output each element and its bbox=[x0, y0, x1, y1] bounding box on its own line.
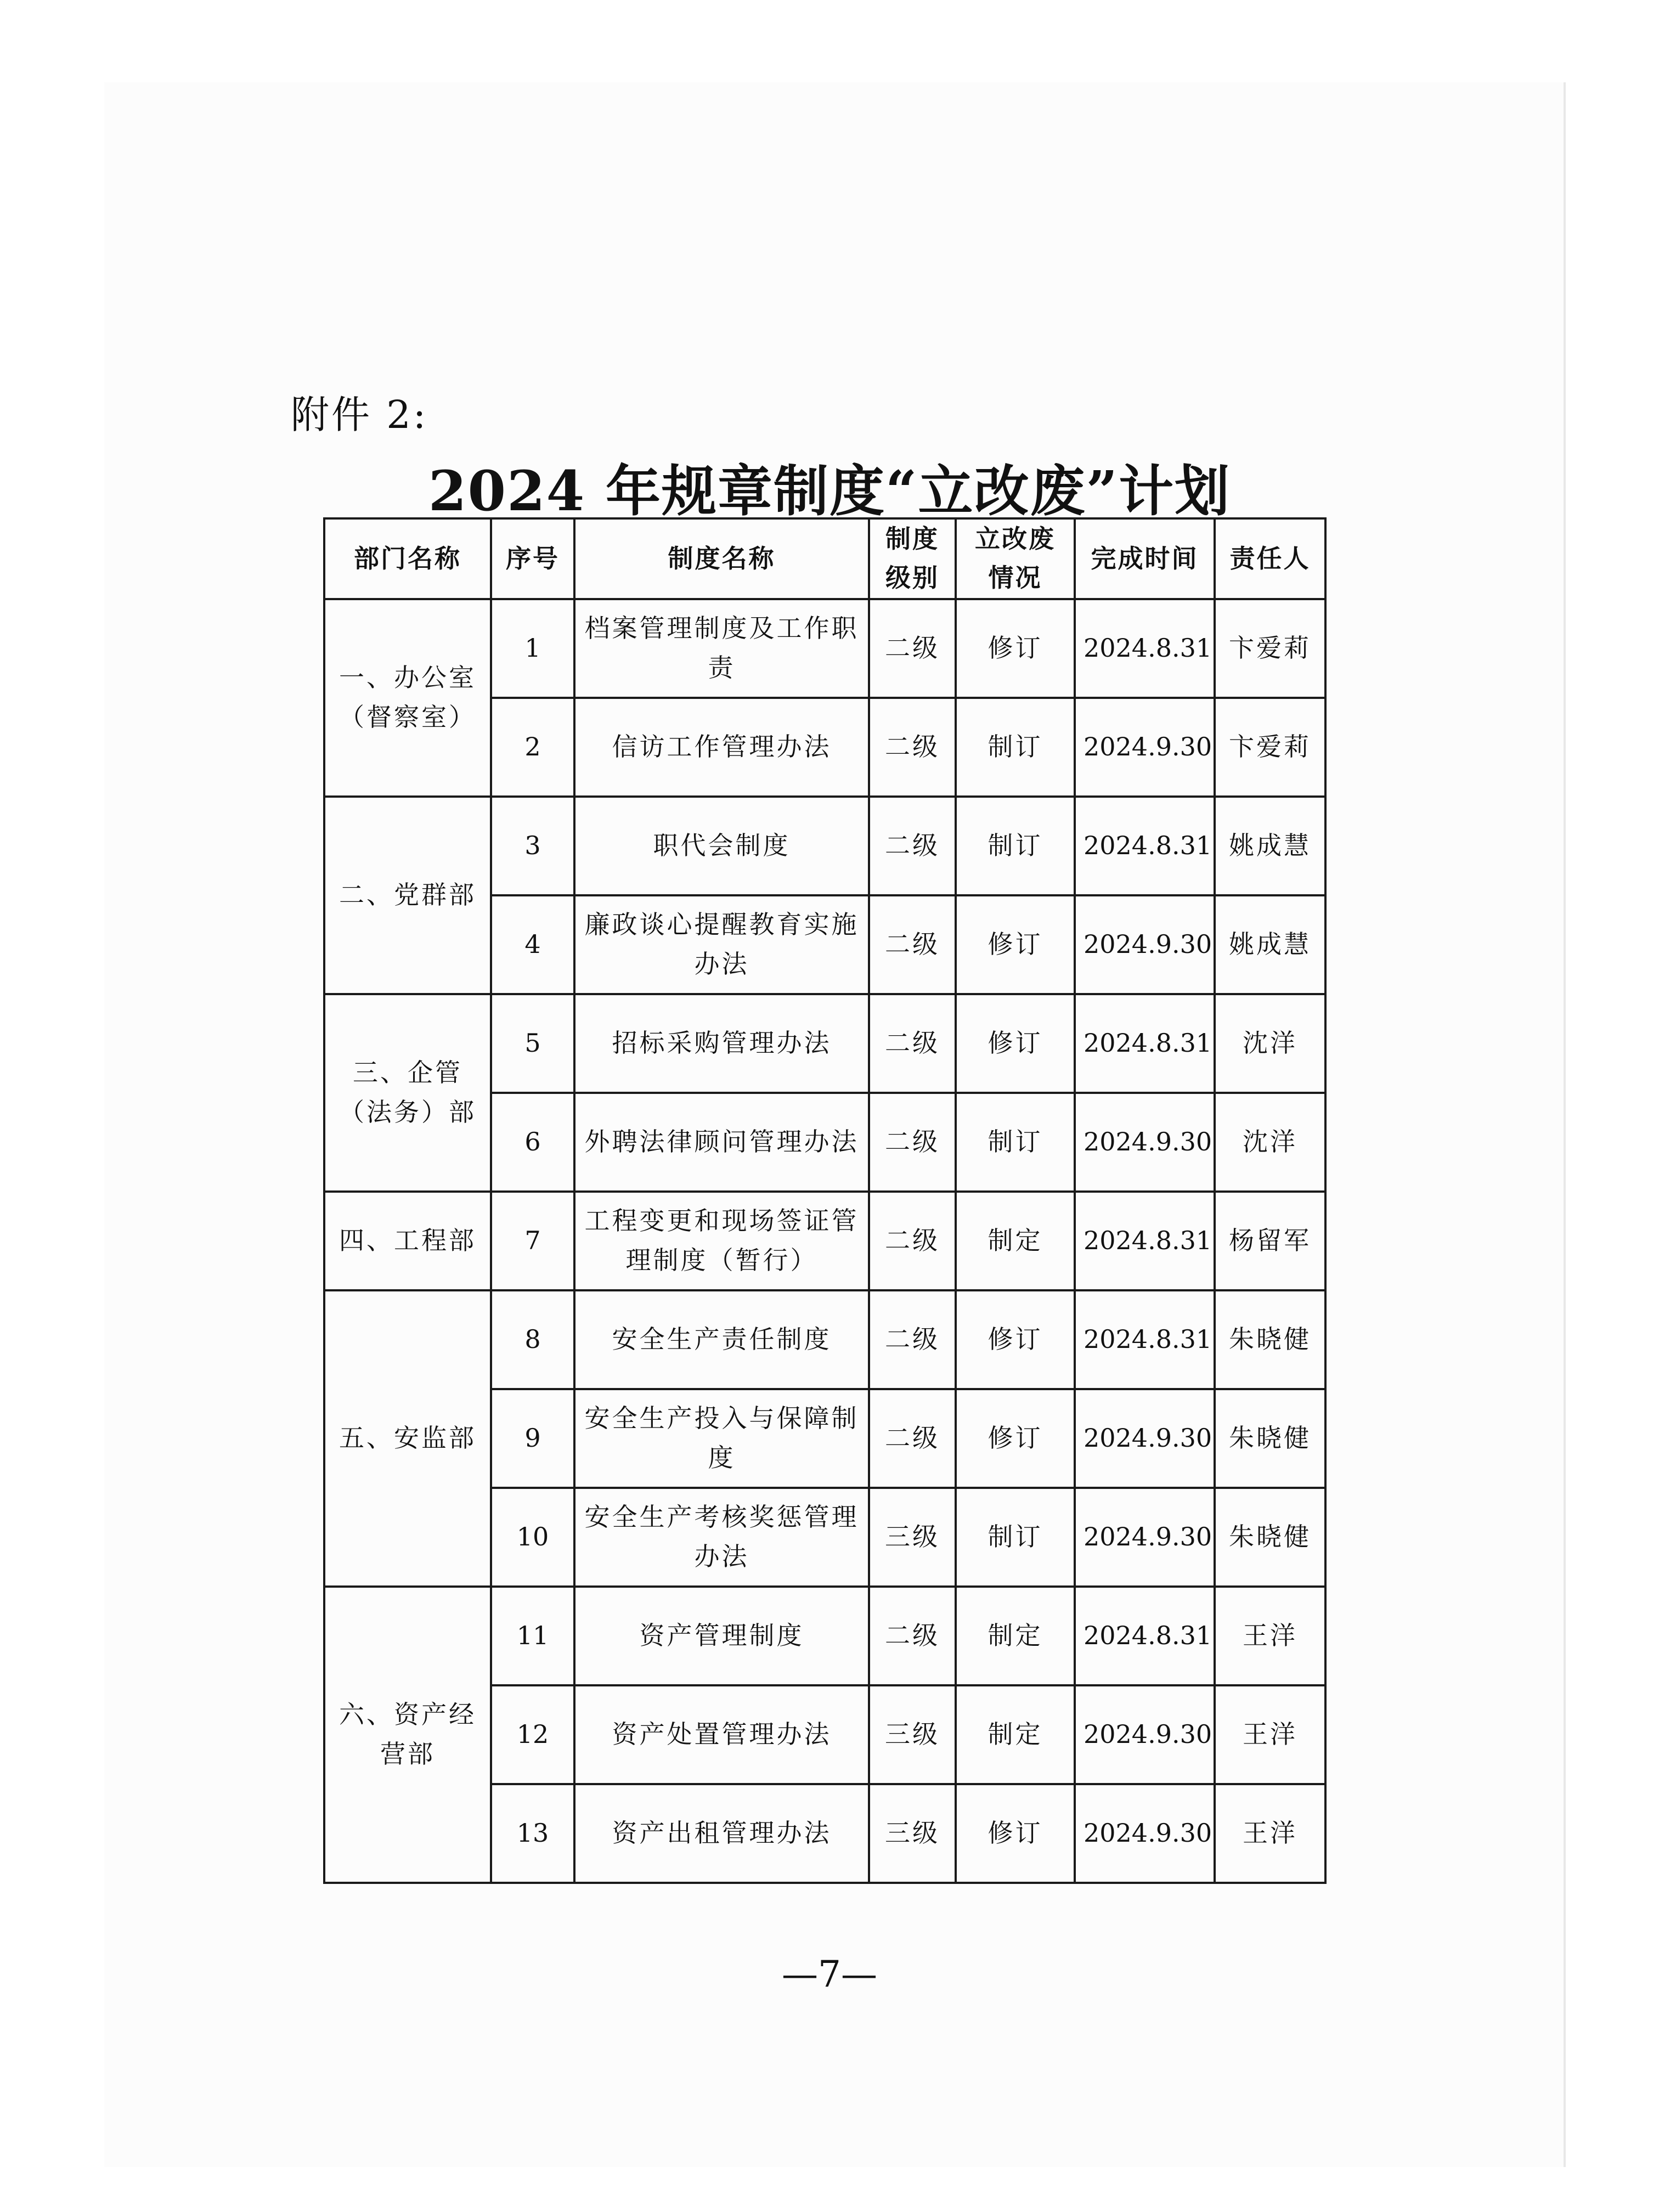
cell-regulation-name: 安全生产考核奖惩管理办法 bbox=[574, 1488, 869, 1587]
cell-status: 制定 bbox=[956, 1192, 1075, 1290]
cell-deadline: 2024.9.30 bbox=[1075, 1093, 1215, 1192]
cell-level: 二级 bbox=[869, 797, 956, 895]
cell-status: 制订 bbox=[956, 797, 1075, 895]
header-department: 部门名称 bbox=[324, 518, 491, 599]
cell-owner: 沈洋 bbox=[1215, 1093, 1325, 1192]
cell-seq: 6 bbox=[491, 1093, 574, 1192]
cell-level: 三级 bbox=[869, 1488, 956, 1587]
cell-level: 二级 bbox=[869, 698, 956, 797]
table-row bbox=[324, 1192, 1325, 1290]
cell-owner: 朱晓健 bbox=[1215, 1290, 1325, 1389]
cell-deadline: 2024.9.30 bbox=[1075, 1488, 1215, 1587]
cell-status: 制订 bbox=[956, 1488, 1075, 1587]
table-row bbox=[324, 994, 1325, 1093]
cell-deadline: 2024.8.31 bbox=[1075, 1290, 1215, 1389]
cell-level: 二级 bbox=[869, 1290, 956, 1389]
table-row bbox=[324, 1587, 1325, 1685]
attachment-label: 附件 2: bbox=[291, 392, 428, 437]
cell-level: 二级 bbox=[869, 599, 956, 698]
cell-seq: 10 bbox=[491, 1488, 574, 1587]
cell-regulation-name: 工程变更和现场签证管理制度（暂行） bbox=[574, 1192, 869, 1290]
cell-status: 修订 bbox=[956, 599, 1075, 698]
cell-status: 修订 bbox=[956, 895, 1075, 994]
header-owner: 责任人 bbox=[1215, 518, 1325, 599]
cell-department: 三、企管（法务）部 bbox=[324, 994, 491, 1192]
cell-seq: 11 bbox=[491, 1587, 574, 1685]
cell-regulation-name: 外聘法律顾问管理办法 bbox=[574, 1093, 869, 1192]
document-title: 2024 年规章制度“立改废”计划 bbox=[428, 459, 1231, 523]
cell-status: 制订 bbox=[956, 698, 1075, 797]
cell-owner: 王洋 bbox=[1215, 1587, 1325, 1685]
cell-status: 修订 bbox=[956, 1290, 1075, 1389]
cell-regulation-name: 安全生产投入与保障制度 bbox=[574, 1389, 869, 1488]
cell-status: 修订 bbox=[956, 1784, 1075, 1883]
cell-level: 三级 bbox=[869, 1685, 956, 1784]
cell-seq: 7 bbox=[491, 1192, 574, 1290]
cell-owner: 朱晓健 bbox=[1215, 1389, 1325, 1488]
cell-level: 二级 bbox=[869, 1389, 956, 1488]
cell-seq: 9 bbox=[491, 1389, 574, 1488]
cell-regulation-name: 资产出租管理办法 bbox=[574, 1784, 869, 1883]
cell-regulation-name: 安全生产责任制度 bbox=[574, 1290, 869, 1389]
cell-deadline: 2024.9.30 bbox=[1075, 698, 1215, 797]
cell-seq: 8 bbox=[491, 1290, 574, 1389]
cell-level: 二级 bbox=[869, 1587, 956, 1685]
cell-regulation-name: 信访工作管理办法 bbox=[574, 698, 869, 797]
cell-seq: 5 bbox=[491, 994, 574, 1093]
cell-owner: 卞爱莉 bbox=[1215, 698, 1325, 797]
cell-owner: 卞爱莉 bbox=[1215, 599, 1325, 698]
cell-regulation-name: 档案管理制度及工作职责 bbox=[574, 599, 869, 698]
regulation-plan-table bbox=[323, 517, 1327, 1884]
cell-owner: 沈洋 bbox=[1215, 994, 1325, 1093]
page-number: —7— bbox=[782, 1953, 877, 1995]
cell-seq: 13 bbox=[491, 1784, 574, 1883]
cell-seq: 1 bbox=[491, 599, 574, 698]
table-row bbox=[324, 599, 1325, 698]
cell-owner: 朱晓健 bbox=[1215, 1488, 1325, 1587]
cell-owner: 姚成慧 bbox=[1215, 895, 1325, 994]
cell-status: 修订 bbox=[956, 1389, 1075, 1488]
cell-level: 三级 bbox=[869, 1784, 956, 1883]
header-status: 立改废情况 bbox=[956, 518, 1075, 599]
cell-level: 二级 bbox=[869, 1192, 956, 1290]
cell-department: 六、资产经营部 bbox=[324, 1587, 491, 1883]
cell-status: 制定 bbox=[956, 1685, 1075, 1784]
cell-regulation-name: 职代会制度 bbox=[574, 797, 869, 895]
cell-owner: 杨留军 bbox=[1215, 1192, 1325, 1290]
cell-deadline: 2024.8.31 bbox=[1075, 1192, 1215, 1290]
cell-seq: 3 bbox=[491, 797, 574, 895]
cell-seq: 12 bbox=[491, 1685, 574, 1784]
cell-status: 制定 bbox=[956, 1587, 1075, 1685]
cell-deadline: 2024.9.30 bbox=[1075, 895, 1215, 994]
cell-regulation-name: 廉政谈心提醒教育实施办法 bbox=[574, 895, 869, 994]
cell-status: 制订 bbox=[956, 1093, 1075, 1192]
cell-deadline: 2024.8.31 bbox=[1075, 599, 1215, 698]
cell-deadline: 2024.8.31 bbox=[1075, 994, 1215, 1093]
cell-owner: 王洋 bbox=[1215, 1784, 1325, 1883]
header-seq: 序号 bbox=[491, 518, 574, 599]
header-level: 制度级别 bbox=[869, 518, 956, 599]
cell-regulation-name: 招标采购管理办法 bbox=[574, 994, 869, 1093]
table-row bbox=[324, 797, 1325, 895]
table-row bbox=[324, 1290, 1325, 1389]
header-deadline: 完成时间 bbox=[1075, 518, 1215, 599]
cell-regulation-name: 资产处置管理办法 bbox=[574, 1685, 869, 1784]
cell-deadline: 2024.8.31 bbox=[1075, 1587, 1215, 1685]
cell-level: 二级 bbox=[869, 1093, 956, 1192]
cell-regulation-name: 资产管理制度 bbox=[574, 1587, 869, 1685]
cell-seq: 2 bbox=[491, 698, 574, 797]
cell-level: 二级 bbox=[869, 994, 956, 1093]
cell-owner: 王洋 bbox=[1215, 1685, 1325, 1784]
table-body bbox=[324, 599, 1325, 1883]
cell-department: 二、党群部 bbox=[324, 797, 491, 994]
cell-deadline: 2024.9.30 bbox=[1075, 1685, 1215, 1784]
cell-status: 修订 bbox=[956, 994, 1075, 1093]
cell-deadline: 2024.9.30 bbox=[1075, 1784, 1215, 1883]
cell-department: 五、安监部 bbox=[324, 1290, 491, 1587]
cell-level: 二级 bbox=[869, 895, 956, 994]
table-header-row bbox=[324, 518, 1325, 599]
cell-owner: 姚成慧 bbox=[1215, 797, 1325, 895]
cell-department: 四、工程部 bbox=[324, 1192, 491, 1290]
cell-department: 一、办公室（督察室） bbox=[324, 599, 491, 797]
cell-deadline: 2024.9.30 bbox=[1075, 1389, 1215, 1488]
header-name: 制度名称 bbox=[574, 518, 869, 599]
cell-deadline: 2024.8.31 bbox=[1075, 797, 1215, 895]
cell-seq: 4 bbox=[491, 895, 574, 994]
